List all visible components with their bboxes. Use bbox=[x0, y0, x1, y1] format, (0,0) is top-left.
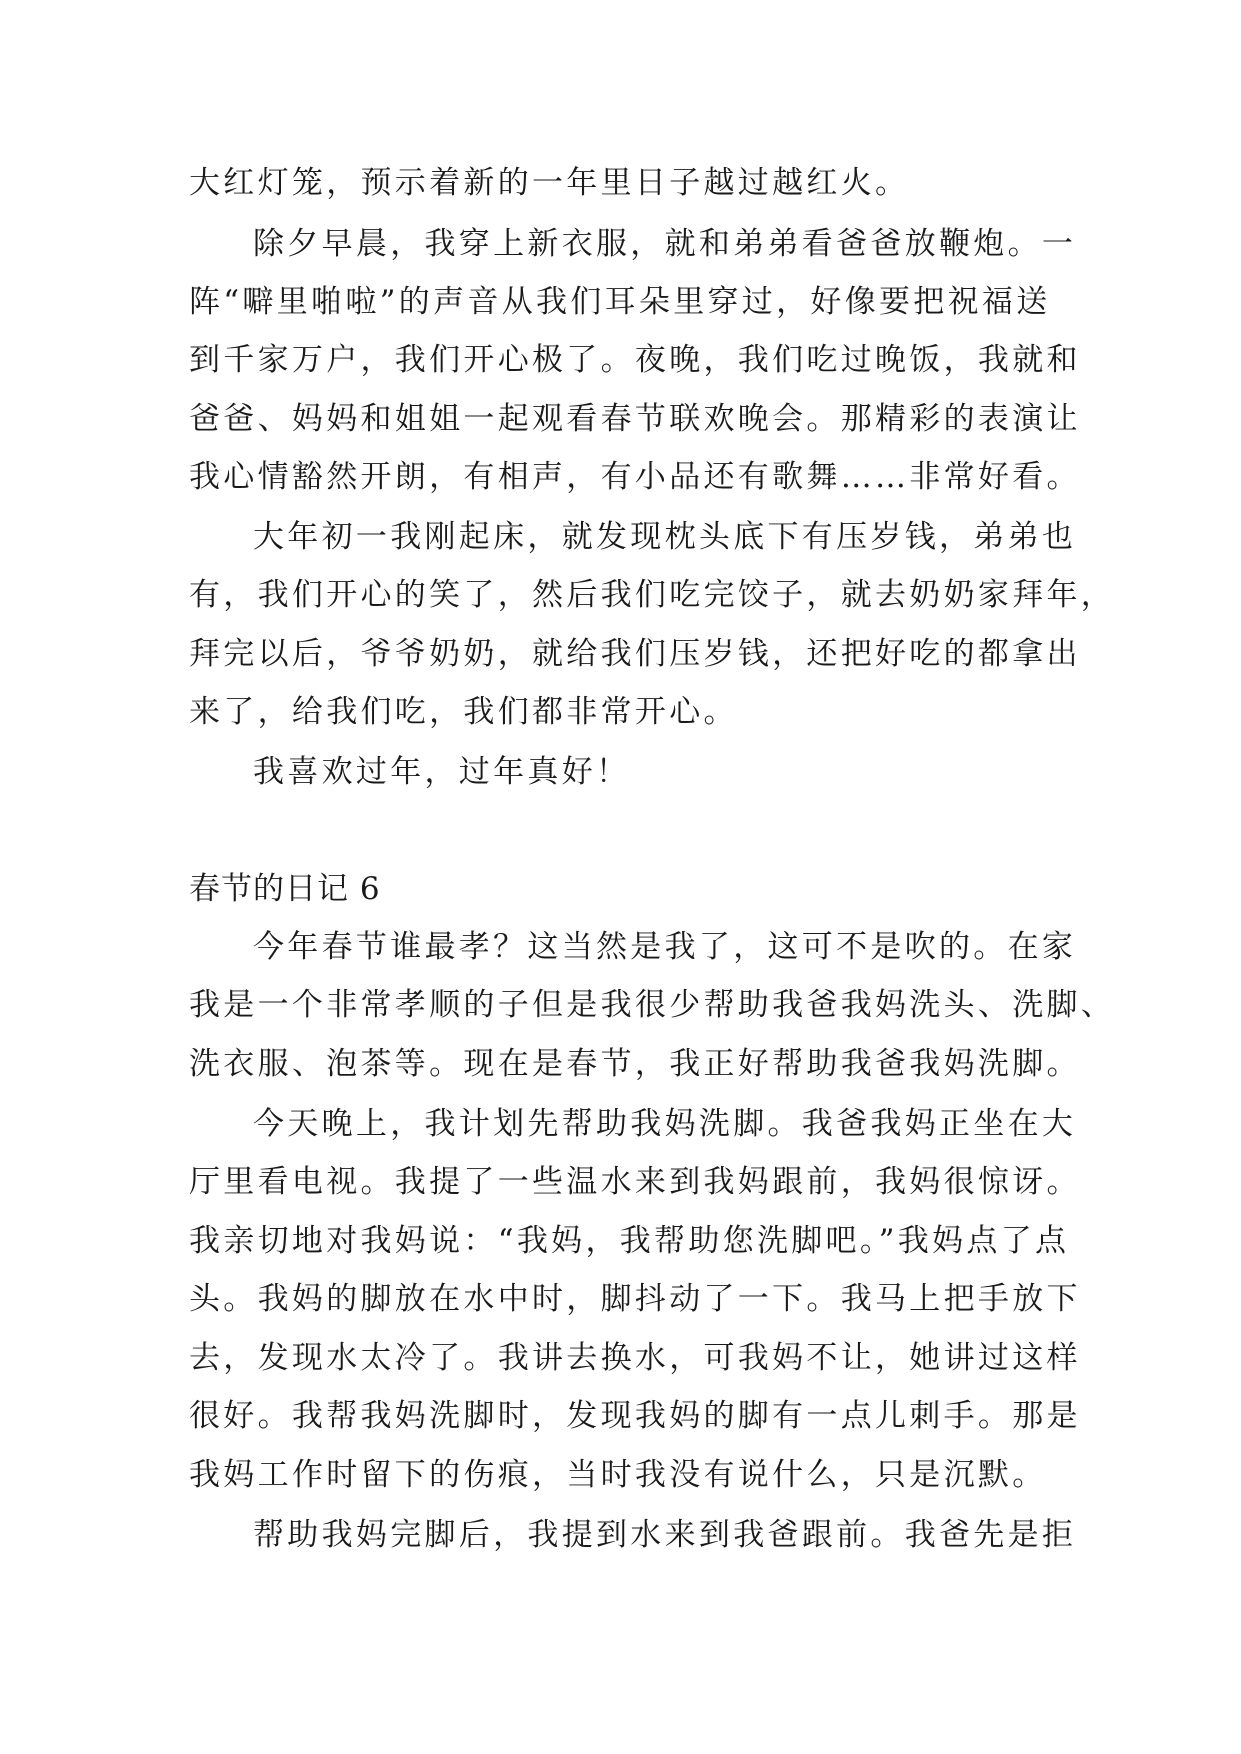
text-line: 爸爸、妈妈和姐姐一起观看春节联欢晚会。那精彩的表演让 bbox=[189, 401, 1081, 437]
text-line: 到千家万户，我们开心极了。夜晚，我们吃过晚饭，我就和 bbox=[189, 342, 1081, 378]
paragraph-first-line: 今年春节谁最孝？这当然是我了，这可不是吹的。在家 bbox=[253, 929, 1077, 965]
paragraph-first-line: 帮助我妈完脚后，我提到水来到我爸跟前。我爸先是拒 bbox=[253, 1517, 1077, 1553]
text-line: 洗衣服、泡茶等。现在是春节，我正好帮助我爸我妈洗脚。 bbox=[189, 1046, 1081, 1082]
text-line: 很好。我帮我妈洗脚时，发现我妈的脚有一点儿刺手。那是 bbox=[189, 1398, 1081, 1434]
text-line: 我是一个非常孝顺的子但是我很少帮助我爸我妈洗头、洗脚、 bbox=[189, 987, 1116, 1023]
text-line: 我心情豁然开朗，有相声，有小品还有歌舞……非常好看。 bbox=[189, 459, 1081, 495]
text-line: 我亲切地对我妈说：“我妈，我帮助您洗脚吧。”我妈点了点 bbox=[189, 1223, 1070, 1259]
text-line: 拜完以后，爷爷奶奶，就给我们压岁钱，还把好吃的都拿出 bbox=[189, 636, 1081, 672]
section-heading: 春节的日记 6 bbox=[189, 871, 381, 907]
text-line: 去，发现水太冷了。我讲去换水，可我妈不让，她讲过这样 bbox=[189, 1340, 1081, 1376]
text-line: 来了，给我们吃，我们都非常开心。 bbox=[189, 694, 738, 730]
paragraph-first-line: 除夕早晨，我穿上新衣服，就和弟弟看爸爸放鞭炮。一 bbox=[253, 226, 1077, 262]
text-line: 大红灯笼，预示着新的一年里日子越过越红火。 bbox=[189, 165, 910, 201]
text-line: 我妈工作时留下的伤痕，当时我没有说什么，只是沉默。 bbox=[189, 1457, 1047, 1493]
text-line: 阵“噼里啪啦”的声音从我们耳朵里穿过，好像要把祝福送 bbox=[189, 284, 1051, 320]
paragraph-first-line: 我喜欢过年，过年真好！ bbox=[253, 754, 631, 790]
text-line: 头。我妈的脚放在水中时，脚抖动了一下。我马上把手放下 bbox=[189, 1281, 1081, 1317]
text-line: 有，我们开心的笑了，然后我们吃完饺子，就去奶奶家拜年， bbox=[189, 577, 1116, 613]
paragraph-first-line: 大年初一我刚起床，就发现枕头底下有压岁钱，弟弟也 bbox=[253, 519, 1077, 555]
text-line: 厅里看电视。我提了一些温水来到我妈跟前，我妈很惊讶。 bbox=[189, 1164, 1081, 1200]
paragraph-first-line: 今天晚上，我计划先帮助我妈洗脚。我爸我妈正坐在大 bbox=[253, 1106, 1077, 1142]
